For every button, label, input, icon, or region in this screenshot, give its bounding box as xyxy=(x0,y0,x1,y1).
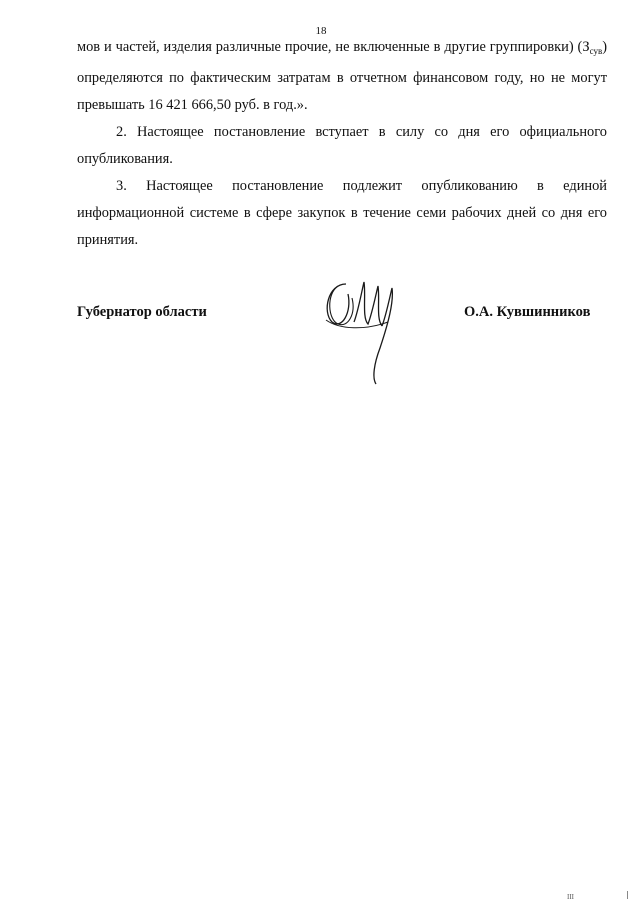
handwritten-signature xyxy=(318,268,410,388)
signatory-name: О.А. Кувшинников xyxy=(464,304,591,320)
page-number: 18 xyxy=(315,25,327,37)
footer-mark: ІІІ xyxy=(567,893,574,901)
paragraph-1-text: мов и частей, изделия различные прочие, не включенные в другие группировки) (З xyxy=(77,39,590,55)
document-body xyxy=(77,34,607,254)
subscript-label: сув xyxy=(589,46,603,56)
paragraph-2: 2. Настоящее постановление вступает в силу со дня его официального опубликования. xyxy=(77,124,607,167)
paragraph-3: 3. Настоящее постановление подлежит опубликованию в единой информационной системе в сфере закупок в течение семи рабочих дней со дня его принятия. xyxy=(77,178,607,248)
signatory-title: Губернатор области xyxy=(77,304,207,320)
edge-tick xyxy=(627,891,628,899)
paragraph-continuation xyxy=(77,34,607,119)
paragraph-1-rest: ) определяются по фактическим затратам в отчетном финансовом году, но не могут превышать 16 421 666,50 руб. в год.». xyxy=(77,39,607,113)
